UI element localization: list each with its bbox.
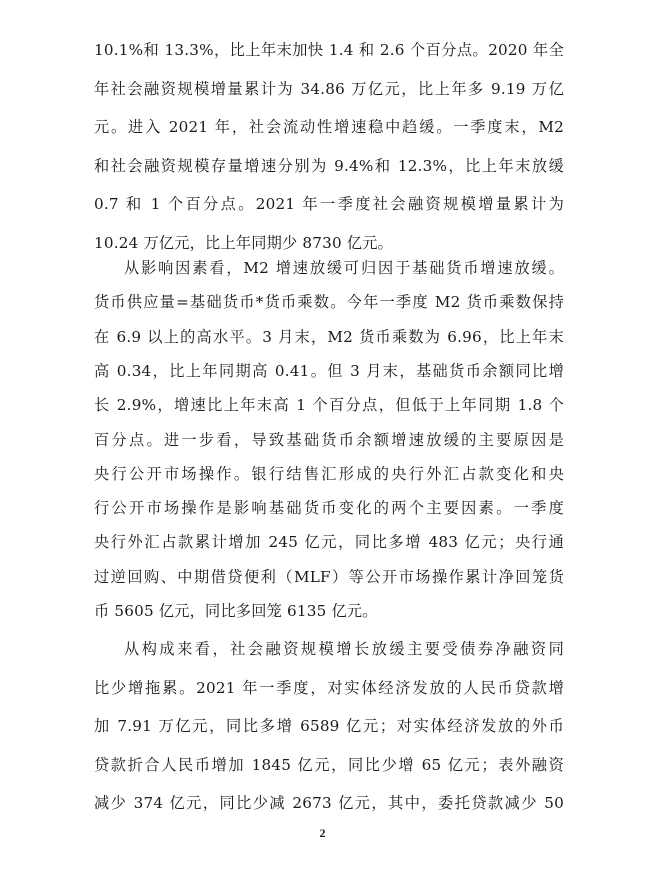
text-line: 从影响因素看，M2 增速放缓可归因于基础货币增速放缓。 (124, 259, 564, 277)
text-line: 从构成来看，社会融资规模增长放缓主要受债券净融资同 (124, 640, 564, 658)
text-line: 币 5605 亿元，同比多回笼 6135 亿元。 (94, 602, 378, 620)
text-line: 和社会融资规模存量增速分别为 9.4%和 12.3%，比上年末放缓 (94, 157, 564, 175)
text-line: 高 0.34，比上年同期高 0.41。但 3 月末，基础货币余额同比增 (94, 362, 564, 380)
text-line: 年社会融资规模增量累计为 34.86 万亿元，比上年多 9.19 万亿 (94, 80, 564, 98)
text-line: 加 7.91 万亿元，同比多增 6589 亿元；对实体经济发放的外币 (94, 717, 564, 735)
text-line: 10.24 万亿元，比上年同期少 8730 亿元。 (94, 234, 394, 252)
text-line: 元。进入 2021 年，社会流动性增速稳中趋缓。一季度末，M2 (94, 118, 564, 136)
text-line: 0.7 和 1 个百分点。2021 年一季度社会融资规模增量累计为 (94, 195, 564, 213)
text-line: 减少 374 亿元，同比少减 2673 亿元，其中，委托贷款减少 50 (94, 794, 564, 812)
text-line: 行公开市场操作是影响基础货币变化的两个主要因素。一季度 (94, 499, 564, 517)
text-line: 在 6.9 以上的高水平。3 月末，M2 货币乘数为 6.96，比上年末 (94, 328, 564, 346)
text-line: 长 2.9%，增速比上年末高 1 个百分点，但低于上年同期 1.8 个 (94, 396, 564, 414)
page-number: 2 (319, 826, 326, 840)
text-line: 货币供应量=基础货币*货币乘数。今年一季度 M2 货币乘数保持 (94, 293, 564, 311)
text-line: 百分点。进一步看，导致基础货币余额增速放缓的主要原因是 (94, 431, 564, 449)
text-line: 央行外汇占款累计增加 245 亿元，同比多增 483 亿元；央行通 (94, 533, 564, 551)
text-line: 央行公开市场操作。银行结售汇形成的央行外汇占款变化和央 (94, 465, 564, 483)
text-line: 比少增拖累。2021 年一季度，对实体经济发放的人民币贷款增 (94, 679, 564, 697)
text-line: 10.1%和 13.3%，比上年末加快 1.4 和 2.6 个百分点。2020 年全 (94, 41, 564, 59)
text-line: 贷款折合人民币增加 1845 亿元，同比少增 65 亿元；表外融资 (94, 756, 564, 774)
text-line: 过逆回购、中期借贷便利（MLF）等公开市场操作累计净回笼货 (94, 568, 564, 586)
